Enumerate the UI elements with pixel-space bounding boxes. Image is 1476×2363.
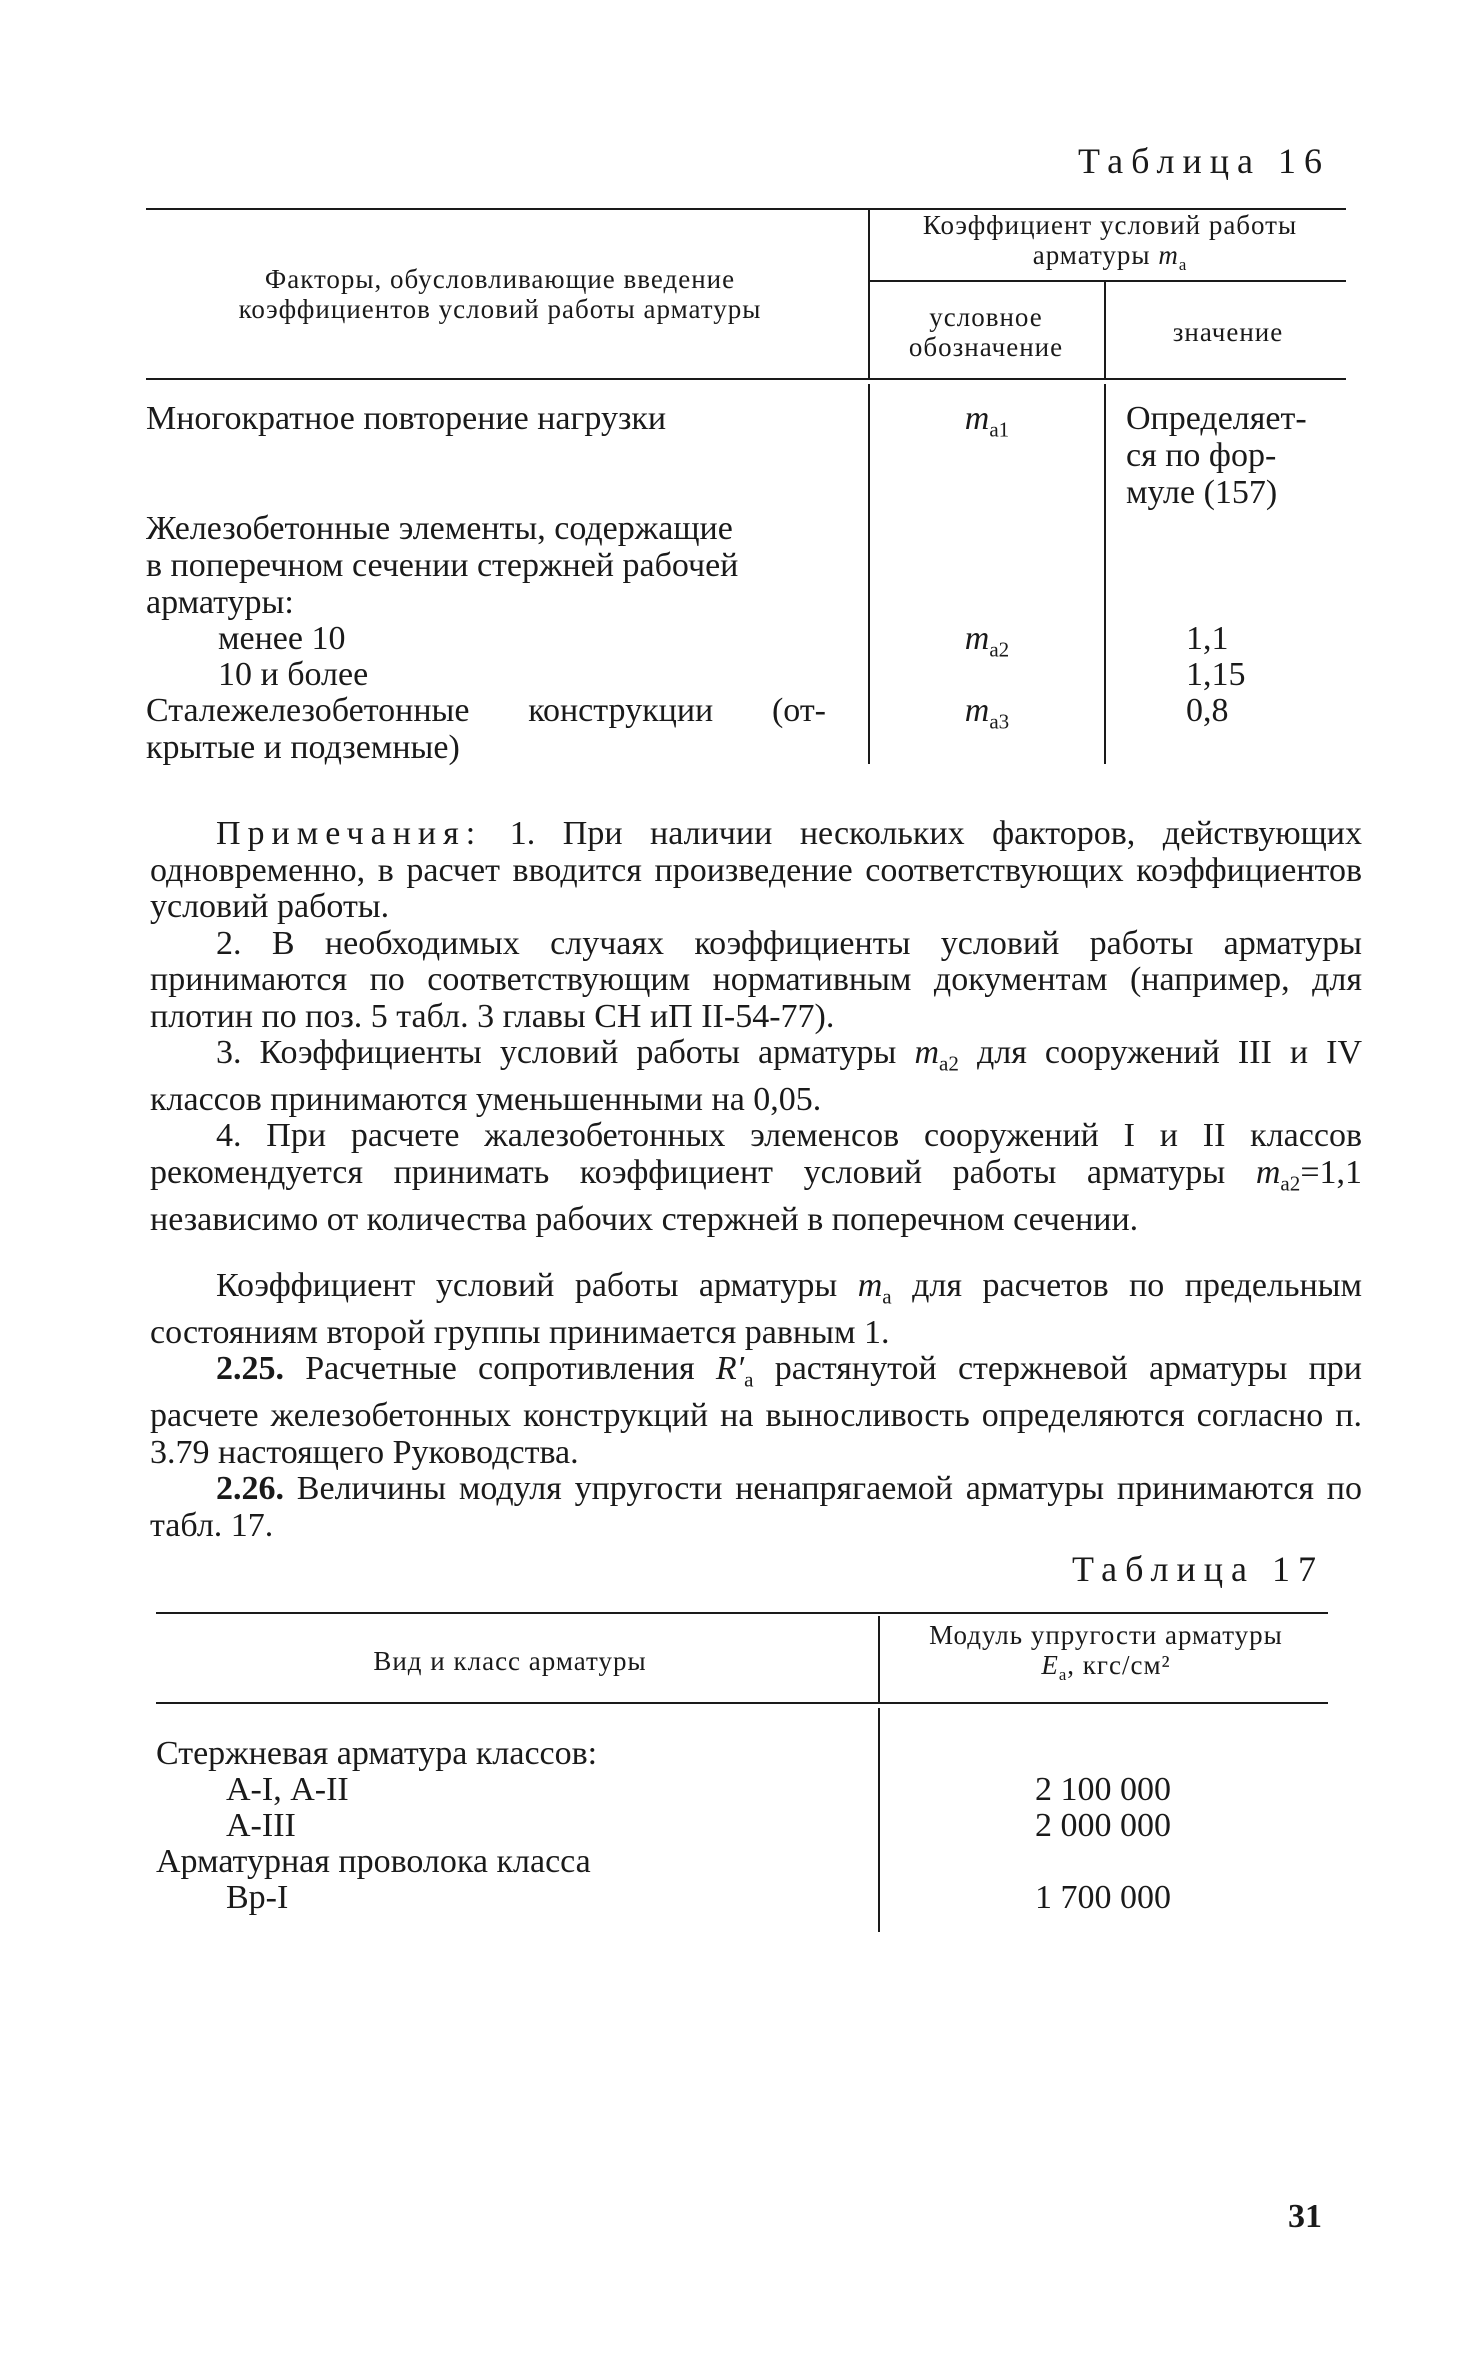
- table16-row-3-factor: менее 10: [218, 620, 346, 657]
- table16-row-1-factor: Многократное повторение нагрузки: [146, 400, 667, 437]
- coef-symbol: m: [1158, 240, 1179, 270]
- note-3: 3. Коэффициенты условий работы арматуры $m_{а2}$ для сооружений III и IV классов принимаются уменьшенными на 0,05.: [150, 1034, 1362, 1118]
- table16-designation-header: условное обозначение: [908, 302, 1064, 362]
- table16-coef-subrule: [870, 280, 1346, 282]
- table16-factors-header: Факторы, обусловливающие введение коэффициентов условий работы арматуры: [238, 264, 762, 324]
- table16-row-5-value: 0,8: [1186, 692, 1229, 729]
- table17-header-rule: [156, 1702, 1328, 1704]
- table17-modulus-header: Модуль упругости арматуры $E_а$, кгс/см²: [929, 1620, 1283, 1684]
- table16-row-5-symbol: $m_{а3}$: [964, 692, 1010, 734]
- table16-row-3-value: 1,1: [1186, 620, 1229, 657]
- note-2: 2. В необходимых случаях коэффициенты условий работы арматуры принимаются по соответствующим нормативным документам (например, для плотин по поз. 5 табл. 3 главы СН иП II-54-77).: [150, 924, 1362, 1035]
- coef-title: Коэффициент условий работы арматуры: [922, 210, 1298, 270]
- coef-symbol-sub: а: [1178, 254, 1188, 274]
- note-1: Примечания: 1. При наличии нескольких факторов, действующих одновременно, в расчет вводится произведение соответствующих коэффициентов условий работы.: [150, 815, 1363, 925]
- body-block: [150, 1268, 1362, 1544]
- note-4: 4. При расчете жалезобетонных элеменсов сооружений I и II классов рекомендуется принимать коэффициент условий работы арматуры $m_{а2}=1,1$ независимо от количества рабочих стержней в поперечном сечении.: [150, 1117, 1362, 1238]
- table16-row-4-value: 1,15: [1186, 656, 1246, 693]
- table17-row-5-text: Вр-I: [226, 1879, 289, 1916]
- table16-row-1-symbol: $m_{а1}$: [964, 400, 1010, 442]
- table16-header-rule: [146, 378, 1346, 380]
- table16-row-4-factor: 10 и более: [218, 656, 369, 693]
- table16-row-2-factor: Железобетонные элементы, содержащие в поперечном сечении стержней рабочей арматуры:: [146, 510, 739, 621]
- table16-header-divider-2: [1104, 282, 1106, 378]
- table17-row-2-value: 2 100 000: [1035, 1771, 1171, 1808]
- table17-row-2-text: А-I, А-II: [226, 1771, 349, 1808]
- table16-value-header: значение: [1172, 317, 1284, 347]
- table17-row-3-value: 2 000 000: [1035, 1807, 1171, 1844]
- table16-header-divider-1: [868, 208, 870, 378]
- table17-row-1-text: Стержневая арматура классов:: [156, 1735, 598, 1772]
- table17-header-divider: [878, 1616, 880, 1702]
- table17-row-3-text: А-III: [226, 1807, 296, 1844]
- table16-row-5-factor: Сталежелезобетонные конструкции (от- крытые и подземные): [146, 692, 826, 766]
- table17-caption: Таблица 17: [1072, 1549, 1324, 1589]
- table17-top-rule: [156, 1612, 1328, 1614]
- table16-row-1-value: Определяет- ся по фор- муле (157): [1126, 400, 1307, 511]
- table17-row-4-text: Арматурная проволока класса: [156, 1843, 591, 1880]
- table16-coef-header: [900, 210, 1320, 280]
- table16-row-3-symbol: $m_{а2}$: [964, 620, 1010, 662]
- table17-kind-header: Вид и класс арматуры: [373, 1646, 647, 1676]
- body-paragraph-3: 2.26. Величины модуля упругости ненапрягаемой арматуры принимаются по табл. 17.: [150, 1470, 1362, 1544]
- table17-row-5-value: 1 700 000: [1035, 1879, 1171, 1916]
- table16-body-divider-2: [1104, 384, 1106, 764]
- table16-caption: Таблица 16: [1078, 141, 1330, 181]
- page-number: 31: [1288, 2198, 1322, 2235]
- notes-block: [150, 816, 1362, 1238]
- body-paragraph-1: Коэффициент условий работы арматуры $m_а$ для расчетов по предельным состояниям второй группы принимается равным 1.: [150, 1267, 1363, 1351]
- body-paragraph-2: 2.25. Расчетные сопротивления $R'_а$ растянутой стержневой арматуры при расчете железобетонных конструкций на выносливость определяются согласно п. 3.79 настоящего Руководства.: [150, 1350, 1362, 1471]
